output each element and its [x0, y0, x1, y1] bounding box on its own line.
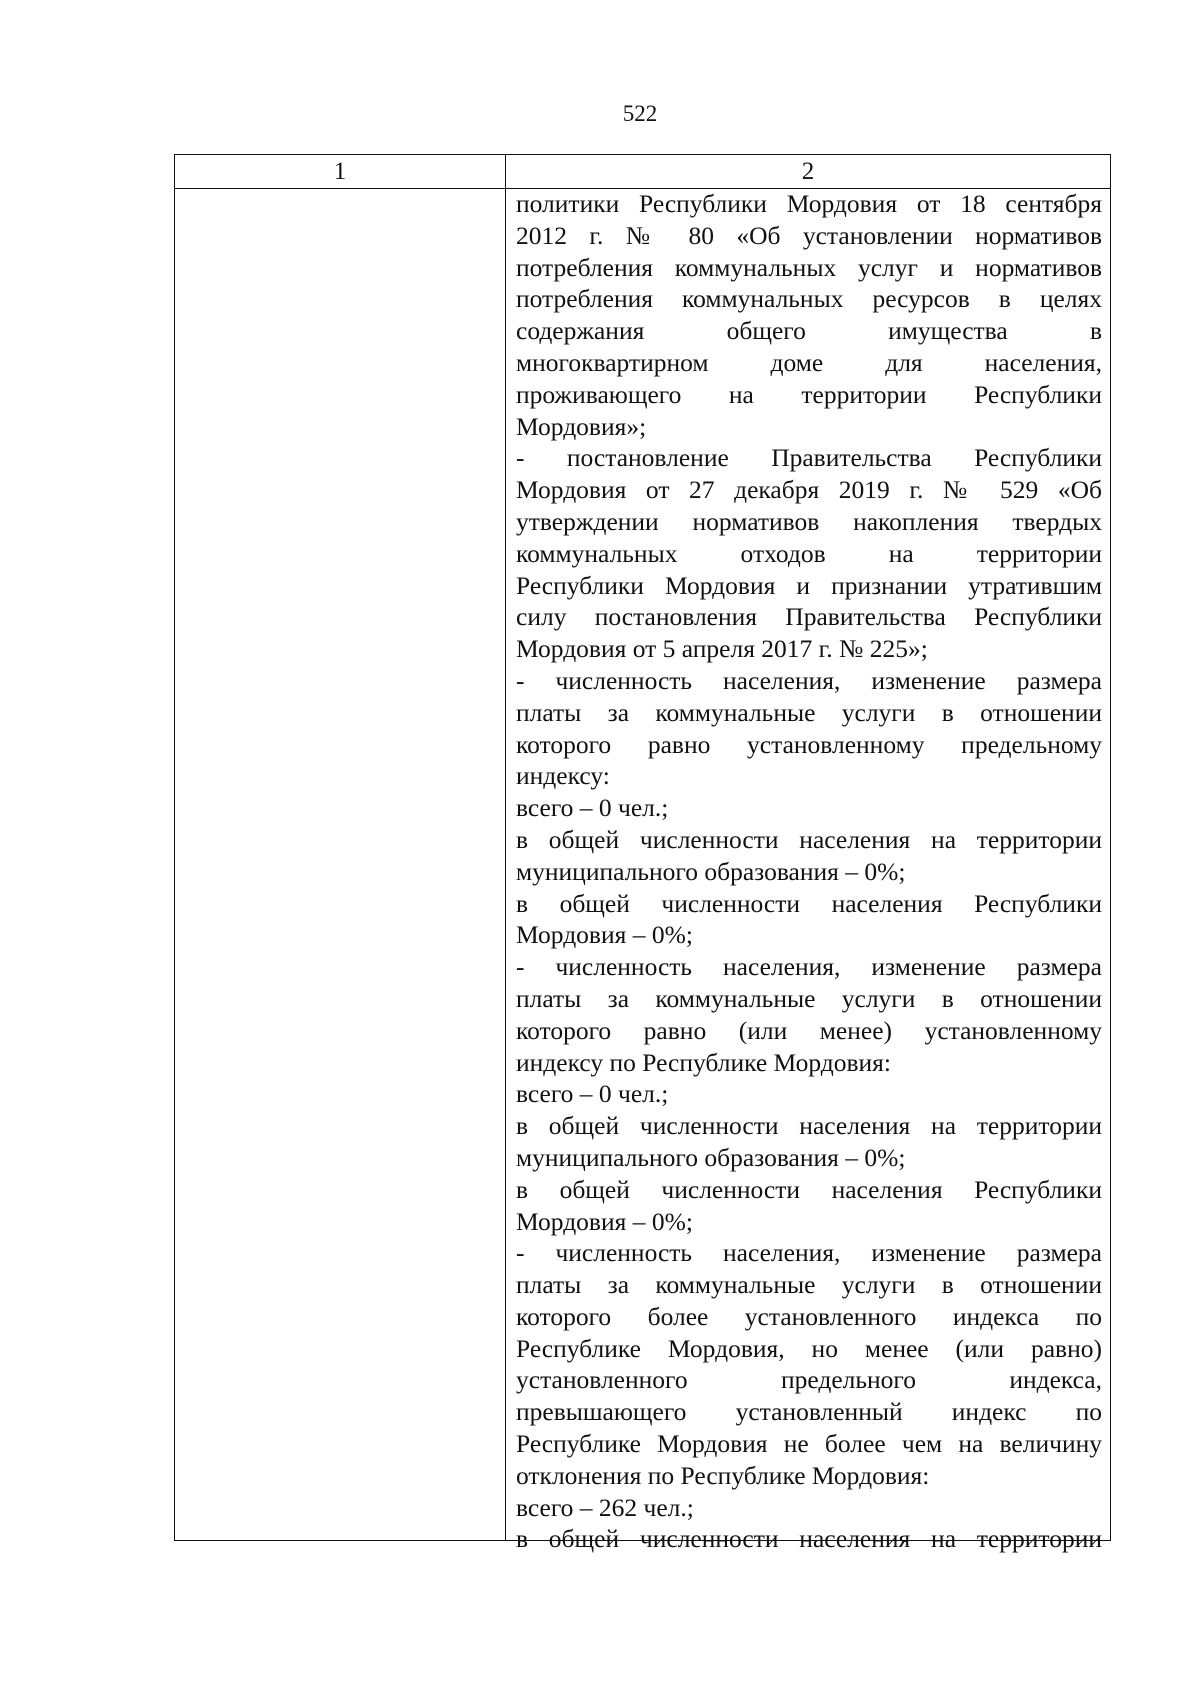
text-line: потребления коммунальных ресурсов в целях [516, 284, 1102, 314]
text-line: муниципального образования – 0%; [516, 856, 906, 886]
page-number: 522 [622, 101, 658, 126]
column-2-text [516, 188, 1102, 1555]
column-1-header: 1 [333, 158, 347, 185]
text-line: муниципального образования – 0%; [516, 1142, 906, 1172]
text-line: Мордовия – 0%; [516, 920, 693, 950]
column-divider [505, 155, 506, 1540]
text-line: Мордовия – 0%; [516, 1206, 693, 1236]
text-line: платы за коммунальные услуги в отношении [516, 983, 1102, 1013]
text-line: платы за коммунальные услуги в отношении [516, 1270, 1102, 1300]
text-line: которого равно установленному предельному [516, 729, 1102, 759]
text-line: - постановление Правительства Республики [516, 443, 1102, 473]
text-line: индексу: [516, 761, 610, 791]
text-line: Мордовия от 5 апреля 2017 г. № 225»; [516, 634, 928, 664]
text-line: - численность населения, изменение размера [516, 952, 1102, 982]
text-line: в общей численности населения на территории [516, 824, 1102, 854]
column-2-header: 2 [801, 158, 815, 185]
text-line: потребления коммунальных услуг и нормативов [516, 252, 1102, 282]
document-table [174, 154, 1111, 1554]
text-line: многоквартирном доме для населения, [516, 347, 1102, 377]
text-line: установленного предельного индекса, [516, 1365, 1102, 1395]
text-line: индексу по Республике Мордовия: [516, 1047, 891, 1077]
text-line: всего – 0 чел.; [516, 1079, 669, 1109]
text-line: в общей численности населения Республики [516, 1174, 1102, 1204]
text-line: - численность населения, изменение размера [516, 665, 1102, 695]
text-line: в общей численности населения на территории [516, 1111, 1102, 1141]
text-line: которого более установленного индекса по [516, 1301, 1102, 1331]
text-line: Республике Мордовия, но менее (или равно) [516, 1333, 1102, 1363]
text-line: проживающего на территории Республики [516, 379, 1102, 409]
text-line: всего – 0 чел.; [516, 793, 669, 823]
text-line: Мордовия от 27 декабря 2019 г. № 529 «Об [516, 475, 1102, 505]
text-line: в общей численности населения на территории [516, 1524, 1102, 1554]
text-line: утверждении нормативов накопления твердых [516, 506, 1102, 536]
text-line: - численность населения, изменение размера [516, 1238, 1102, 1268]
text-line: содержания общего имущества в [516, 316, 1102, 346]
text-line: 2012 г. № 80 «Об установлении нормативов [516, 220, 1102, 250]
text-line: всего – 262 чел.; [516, 1492, 694, 1522]
text-line: Республики Мордовия и признании утратившим [516, 570, 1102, 600]
text-line: коммунальных отходов на территории [516, 538, 1102, 568]
text-line: которого равно (или менее) установленному [516, 1015, 1102, 1045]
text-line: силу постановления Правительства Республики [516, 602, 1102, 632]
text-line: превышающего установленный индекс по [516, 1397, 1102, 1427]
text-line: Республике Мордовия не более чем на величину [516, 1429, 1102, 1459]
text-line: политики Республики Мордовия от 18 сентября [516, 189, 1102, 218]
text-line: платы за коммунальные услуги в отношении [516, 697, 1102, 727]
text-line: отклонения по Республике Мордовия: [516, 1460, 930, 1490]
text-line: Мордовия»; [516, 411, 647, 441]
text-line: в общей численности населения Республики [516, 888, 1102, 918]
